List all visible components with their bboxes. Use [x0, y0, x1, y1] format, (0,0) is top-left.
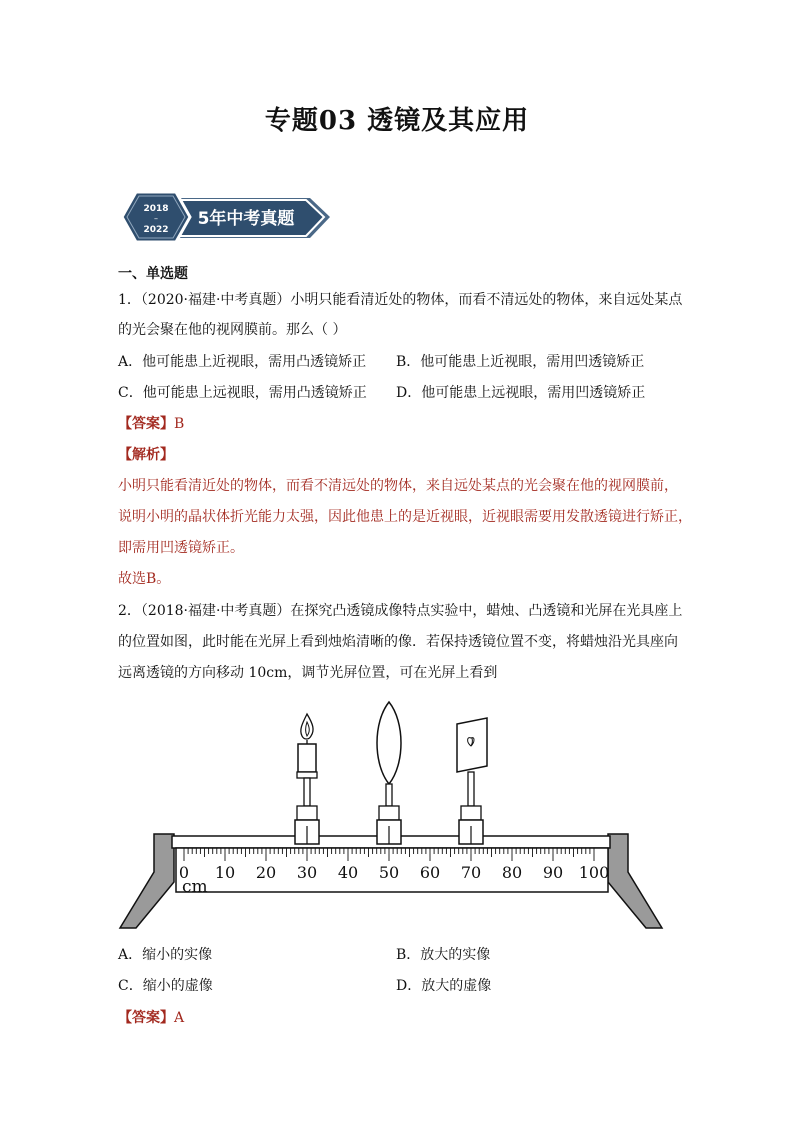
banner-label: 5年中考真题	[197, 209, 295, 229]
q1-option-b: B．他可能患上近视眼，需用凹透镜矫正	[396, 354, 645, 370]
convex-lens	[377, 702, 401, 784]
q1-answer-value: B	[174, 416, 185, 432]
exam-banner	[118, 186, 334, 248]
q1-analysis-tag: 【解析】	[118, 447, 174, 463]
q1-answer-line	[118, 414, 184, 434]
screen-clamp	[461, 806, 481, 820]
q1-analysis-line-2: 说明小明的晶状体折光能力太强，因此他患上的是近视眼，近视眼需要用发散透镜进行矫正，	[118, 509, 692, 525]
candle-clamp	[297, 806, 317, 820]
ruler-label: 10	[214, 863, 236, 882]
ruler-label: 100	[578, 863, 610, 882]
banner-year-bottom: 2022	[143, 225, 169, 235]
q1-conclusion: 故选B。	[118, 571, 171, 587]
q2-stem-line-3: 远离透镜的方向移动 10cm，调节光屏位置，可在光屏上看到	[118, 665, 498, 681]
ruler-label: 50	[378, 863, 400, 882]
q1-option-a: A．他可能患上近视眼，需用凸透镜矫正	[118, 354, 367, 370]
ruler-label: 40	[337, 863, 359, 882]
q1-analysis-line-1: 小明只能看清近处的物体，而看不清远处的物体，来自远处某点的光会聚在他的视网膜前，	[118, 478, 678, 494]
banner-year-top: 2018	[143, 204, 169, 214]
ruler-unit: cm	[182, 877, 208, 897]
q1-stem-line-1: 1．（2020·福建·中考真题）小明只能看清近处的物体，而看不清远处的物体，来自远处某点	[118, 292, 683, 308]
q2-answer-line	[118, 1008, 184, 1028]
bench-right-support	[608, 834, 662, 928]
ruler-label: 80	[501, 863, 523, 882]
q1-option-d: D．他可能患上远视眼，需用凹透镜矫正	[396, 385, 646, 401]
q1-stem-line-2: 的光会聚在他的视网膜前。那么（ ）	[118, 322, 347, 338]
candle-assembly	[295, 714, 319, 844]
ruler-label: 70	[460, 863, 482, 882]
q2-option-c: C．缩小的虚像	[118, 978, 213, 994]
banner-year-dash: –	[154, 214, 158, 223]
ruler-label: 90	[542, 863, 564, 882]
ruler-label: 20	[255, 863, 277, 882]
q1-option-c: C．他可能患上远视眼，需用凸透镜矫正	[118, 385, 367, 401]
q2-option-d: D．放大的虚像	[396, 978, 492, 994]
lens-assembly	[377, 702, 401, 844]
screen-assembly	[457, 718, 487, 844]
q1-answer-tag: 【答案】	[118, 416, 174, 432]
ruler-label: 30	[296, 863, 318, 882]
candle-holder-plate	[297, 772, 317, 778]
ruler-label: 0	[178, 863, 190, 882]
page-title: 专题03 透镜及其应用	[264, 106, 530, 136]
q2-stem-line-1: 2．（2018·福建·中考真题）在探究凸透镜成像特点实验中，蜡烛、凸透镜和光屏在光具座上	[118, 603, 683, 619]
q2-stem-line-2: 的位置如图，此时能在光屏上看到烛焰清晰的像．若保持透镜位置不变，将蜡烛沿光具座向	[118, 634, 678, 650]
candle-stem	[304, 778, 310, 806]
optical-bench-figure	[110, 692, 670, 932]
candle-body	[298, 744, 316, 772]
q2-option-a: A．缩小的实像	[118, 947, 213, 963]
screen-stem	[468, 772, 474, 806]
lens-stem	[386, 784, 392, 806]
lens-clamp	[379, 806, 399, 820]
ruler-label: 60	[419, 863, 441, 882]
q2-answer-tag: 【答案】	[118, 1010, 174, 1026]
q1-analysis-line-3: 即需用凹透镜矫正。	[118, 540, 244, 556]
bench-left-support	[120, 834, 174, 928]
q2-option-b: B．放大的实像	[396, 947, 491, 963]
q2-answer-value: A	[174, 1010, 185, 1026]
section-heading: 一、单选题	[118, 266, 188, 282]
